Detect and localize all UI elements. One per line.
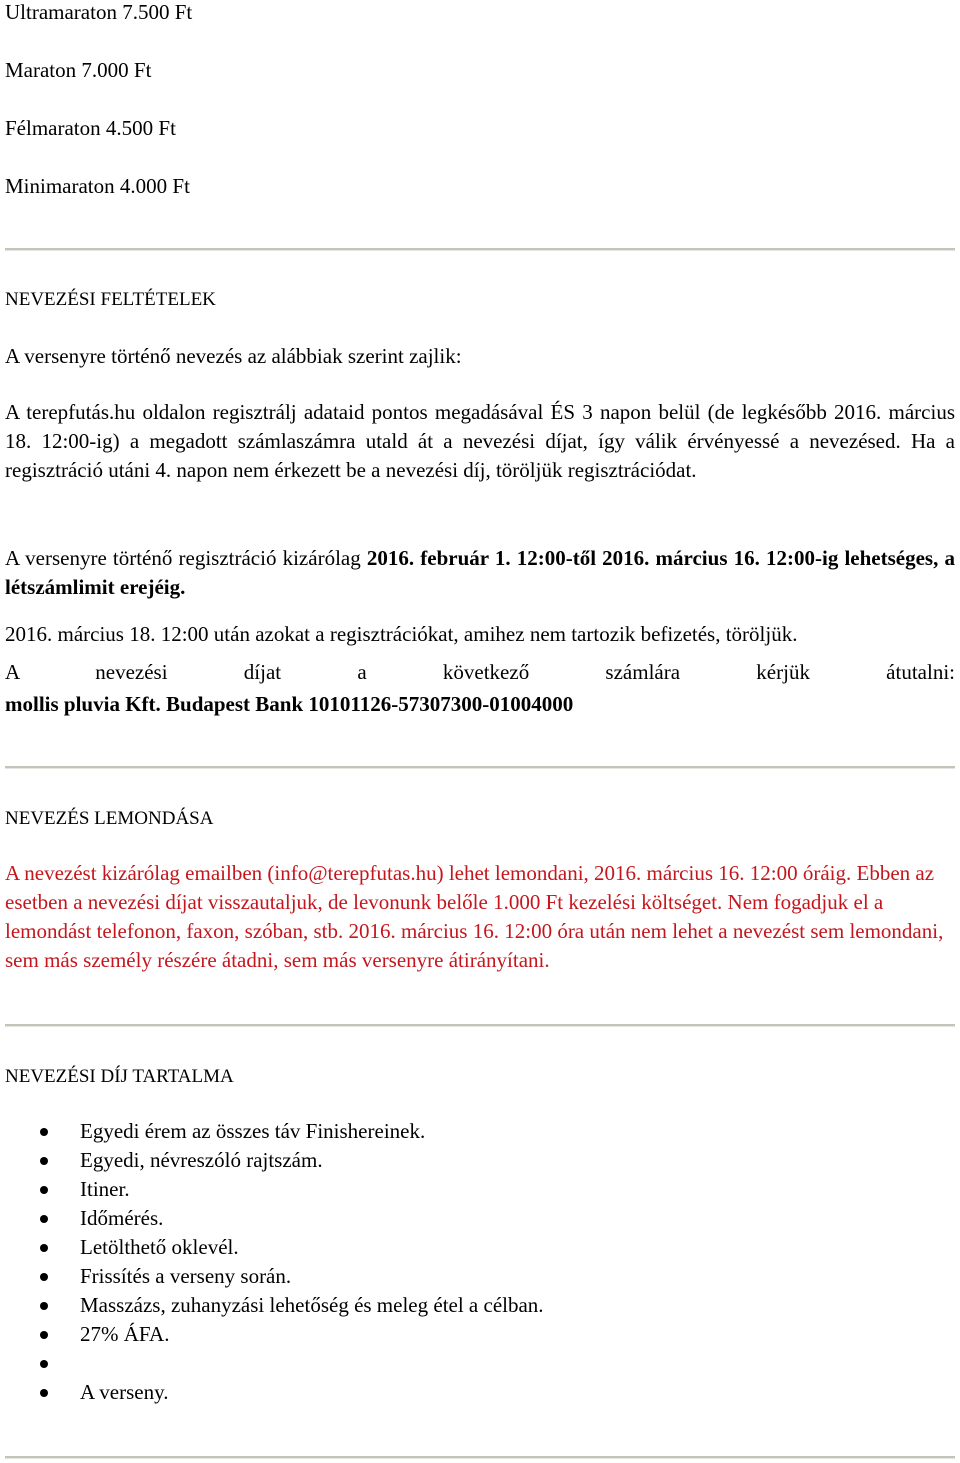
list-item-text: Frissítés a verseny során. (80, 1264, 292, 1288)
list-item-text: 27% ÁFA. (80, 1322, 170, 1346)
list-item (0, 1320, 900, 1349)
bullet-icon (40, 1215, 48, 1223)
registration-period-text: A versenyre történő regisztráció kizárólag (5, 546, 367, 570)
list-item (0, 1117, 900, 1146)
list-item (0, 1262, 900, 1291)
section-divider (5, 248, 955, 251)
section-divider (5, 766, 955, 769)
list-item (0, 1204, 900, 1233)
price-felmaraton: Félmaraton 4.500 Ft (5, 116, 176, 140)
price-minimaraton: Minimaraton 4.000 Ft (5, 174, 190, 198)
conditions-intro: A versenyre történő nevezés az alábbiak szerint zajlik: (5, 344, 462, 368)
list-item-text: Egyedi érem az összes táv Finishereinek. (80, 1119, 426, 1143)
conditions-heading: NEVEZÉSI FELTÉTELEK (5, 289, 216, 310)
list-item-text: Letölthető oklevél. (80, 1235, 239, 1259)
list-item (0, 1378, 900, 1407)
bullet-icon (40, 1273, 48, 1281)
section-divider (5, 1024, 955, 1027)
list-item (0, 1291, 900, 1320)
list-item (0, 1175, 900, 1204)
list-item-text: Egyedi, névreszóló rajtszám. (80, 1148, 323, 1172)
list-item (0, 1233, 900, 1262)
bullet-icon (40, 1360, 48, 1368)
bullet-icon (40, 1244, 48, 1252)
list-item-text: Itiner. (80, 1177, 130, 1201)
contents-heading: NEVEZÉSI DÍJ TARTALMA (5, 1066, 234, 1087)
list-item-text: Időmérés. (80, 1206, 164, 1230)
section-divider (5, 1456, 955, 1459)
price-maraton: Maraton 7.000 Ft (5, 58, 152, 82)
bullet-icon (40, 1186, 48, 1194)
cancellation-heading: NEVEZÉS LEMONDÁSA (5, 808, 214, 829)
bullet-icon (40, 1331, 48, 1339)
list-item-text: A verseny. (80, 1380, 169, 1404)
conditions-registration-period (5, 544, 955, 602)
cancellation-text: A nevezést kizárólag emailben (info@terepfutas.hu) lehet lemondani, 2016. március 16. 12:00 óráig. Ebben az esetben a nevezési díjat visszautaljuk, de levonunk belőle 1.000 Ft kezelési költséget. Nem fogadjuk el a lemondást telefonon, faxon, szóban, stb. 2016. március 16. 12:00 óra után nem lehet a nevezést sem lemondani, sem más személy részére átadni, sem más versenyre átirányítani. (5, 861, 944, 972)
bullet-icon (40, 1128, 48, 1136)
bank-account-details: mollis pluvia Kft. Budapest Bank 10101126-57307300-01004000 (5, 692, 574, 716)
price-ultramaraton: Ultramaraton 7.500 Ft (5, 0, 193, 24)
conditions-registration-text: A terepfutás.hu oldalon regisztrálj adataid pontos megadásával ÉS 3 napon belül (de legkésőbb 2016. március 18. 12:00-ig) a megadott számlaszámra utald át a nevezési díjat, így válik érvényessé a nevezésed. Ha a regisztráció utáni 4. napon nem érkezett be a nevezési díj, töröljük regisztrációdat. (5, 400, 955, 482)
conditions-deletion-notice: 2016. március 18. 12:00 után azokat a regisztrációkat, amihez nem tartozik befizetés, töröljük. (5, 622, 798, 646)
registration-period-dates: 2016. február 1. 12:00-től 2016. március 16. 12:00-ig lehetséges, a létszámlimit erejéig. (5, 546, 955, 599)
bullet-icon (40, 1157, 48, 1165)
list-item (0, 1146, 900, 1175)
bullet-icon (40, 1302, 48, 1310)
list-item (0, 1349, 900, 1378)
conditions-transfer-request: A nevezési díjat a következő számlára kérjük átutalni: (5, 660, 955, 684)
contents-list (0, 1117, 900, 1407)
bullet-icon (40, 1389, 48, 1397)
list-item-text: Masszázs, zuhanyzási lehetőség és meleg étel a célban. (80, 1293, 544, 1317)
